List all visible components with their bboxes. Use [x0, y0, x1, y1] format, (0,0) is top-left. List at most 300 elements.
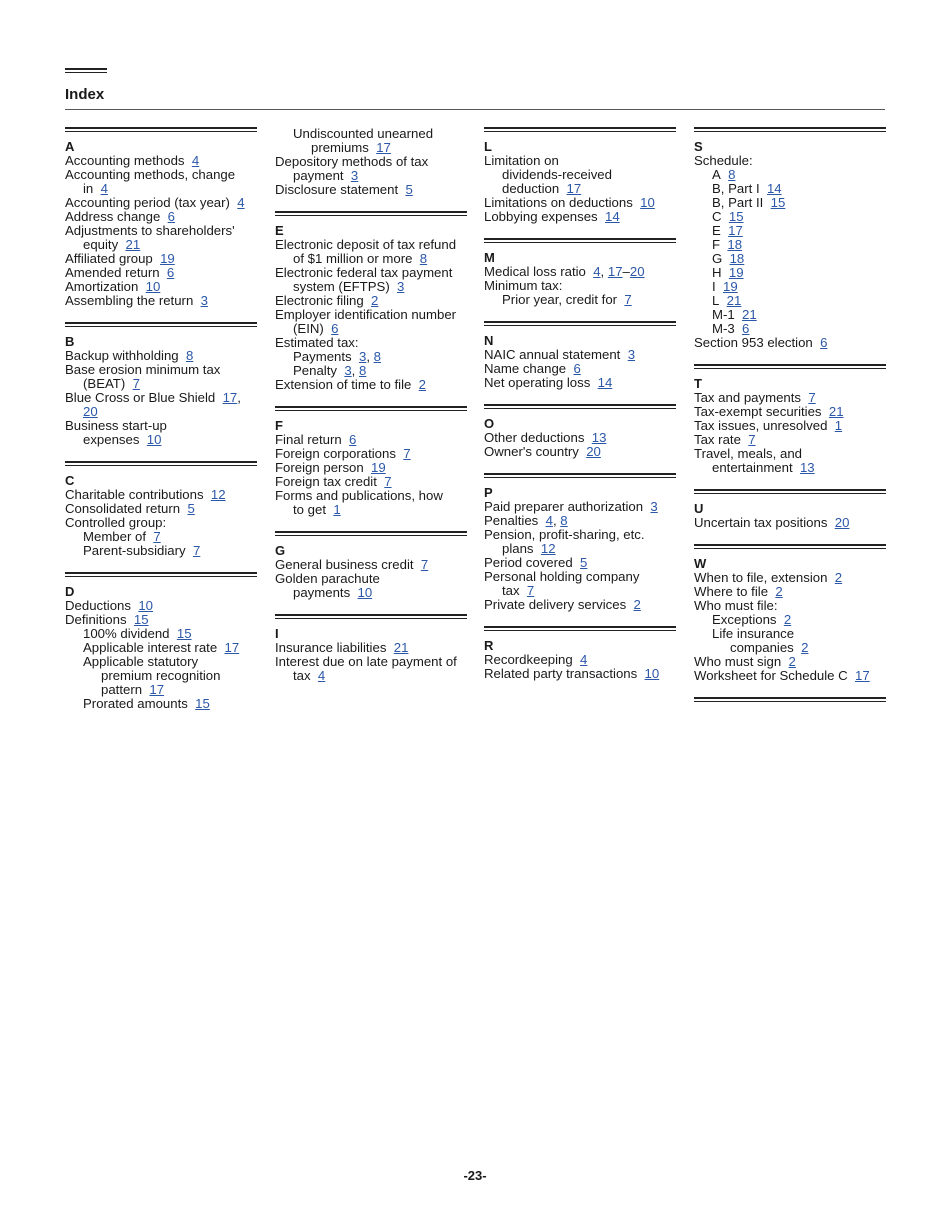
page-link-6[interactable]: 6: [742, 321, 750, 336]
page-link-4[interactable]: 4: [237, 195, 245, 210]
section-rule: [65, 322, 257, 327]
page-refs: [633, 195, 655, 210]
entry-text: Electronic filing: [275, 293, 364, 308]
page-link-15[interactable]: 15: [133, 612, 149, 627]
page-link-17[interactable]: 17: [224, 640, 240, 655]
entry-text: C: [712, 209, 722, 224]
page-link-14[interactable]: 14: [597, 375, 613, 390]
page-link-15[interactable]: 15: [176, 626, 192, 641]
entry-text: expenses: [83, 432, 140, 447]
index-column-3: [484, 127, 676, 695]
page-refs: [620, 347, 635, 362]
index-entry-tax-exempt-securities: [694, 405, 886, 419]
page-refs: [716, 279, 738, 294]
page-link-17[interactable]: 17: [607, 264, 623, 279]
index-entry-h: [694, 266, 886, 280]
section-rule: [484, 127, 676, 132]
index-entry-penalty: [275, 364, 467, 378]
page-refs: [741, 432, 756, 447]
entry-text: Extension of time to file: [275, 377, 412, 392]
entry-text: Insurance liabilities: [275, 640, 387, 655]
index-entry-b-part-i: [694, 182, 886, 196]
index-entry-employer-identification-number-ein: [275, 308, 467, 336]
index-entry-private-delivery-services: [484, 598, 676, 612]
section-letter: W: [694, 556, 707, 571]
page-refs: [827, 515, 849, 530]
entry-text: Uncertain tax positions: [694, 515, 828, 530]
section-letter: F: [275, 418, 283, 433]
top-decorative-rule: [65, 68, 107, 73]
entry-text: General business credit: [275, 557, 414, 572]
entry-text: Schedule:: [694, 153, 753, 168]
index-section-a: [65, 127, 257, 308]
entry-text: Who must file:: [694, 598, 778, 613]
entry-text: Interest due on late payment of: [275, 654, 457, 669]
page-refs: [412, 251, 427, 266]
section-rule: [65, 127, 257, 132]
index-entry-when-to-file-extension: [694, 571, 886, 585]
page-refs: [763, 195, 785, 210]
page-link-15[interactable]: 15: [770, 195, 786, 210]
page-link-15[interactable]: 15: [728, 209, 744, 224]
page-refs: 4, 17–20: [593, 264, 645, 279]
page-link-20[interactable]: 20: [834, 515, 850, 530]
entry-text: of $1 million or more: [293, 251, 413, 266]
page-link-17[interactable]: 17: [855, 668, 870, 683]
index-entry-l: [694, 294, 886, 308]
page-link-10[interactable]: 10: [138, 598, 153, 613]
page-link-7[interactable]: 7: [748, 432, 756, 447]
page-link-8[interactable]: 8: [373, 349, 381, 364]
page-refs: [827, 418, 842, 433]
entry-text: Applicable interest rate: [83, 640, 218, 655]
page-refs: [230, 195, 245, 210]
entry-text: H: [712, 265, 722, 280]
index-entry-a: [694, 168, 886, 182]
page-link-5[interactable]: 5: [405, 182, 413, 197]
entry-text: Controlled group:: [65, 515, 167, 530]
page-link-4[interactable]: 4: [191, 153, 200, 168]
page-refs: [127, 612, 149, 627]
page-link-8[interactable]: 8: [728, 167, 736, 182]
page-refs: [170, 626, 192, 641]
page-refs: [617, 292, 632, 307]
page-refs: [794, 640, 809, 655]
index-entry-applicable-interest-rate: [65, 641, 257, 655]
entry-text: Electronic deposit of tax refund: [275, 237, 457, 252]
index-entry-who-must-sign: [694, 655, 886, 669]
page-refs: [637, 666, 659, 681]
entry-text: Adjustments to shareholders': [65, 223, 235, 238]
index-entry-foreign-corporations: [275, 447, 467, 461]
entry-text: plans: [502, 541, 534, 556]
page-link-21[interactable]: 21: [125, 237, 141, 252]
page-link-20[interactable]: 20: [83, 404, 98, 419]
page-refs: [193, 293, 208, 308]
page-link-5[interactable]: 5: [187, 501, 195, 516]
page-link-15[interactable]: 15: [195, 696, 210, 711]
page-link-10[interactable]: 10: [640, 195, 655, 210]
section-letter: P: [484, 485, 493, 500]
page-link-14[interactable]: 14: [604, 209, 620, 224]
page-link-12[interactable]: 12: [540, 541, 556, 556]
page-refs: [626, 597, 641, 612]
index-entry-penalties: [484, 514, 676, 528]
entry-text: Forms and publications, how: [275, 488, 443, 503]
entry-text: Estimated tax:: [275, 335, 359, 350]
section-rule: [275, 211, 467, 216]
page-title: Index: [65, 86, 105, 103]
index-section-g: [275, 531, 467, 600]
index-entry-definitions: [65, 613, 257, 627]
page-link-2[interactable]: 2: [834, 570, 843, 585]
page-link-6[interactable]: 6: [167, 209, 175, 224]
index-entry-paid-preparer-authorization: [484, 500, 676, 514]
page-link-14[interactable]: 14: [766, 181, 782, 196]
section-letter: O: [484, 416, 495, 431]
index-section-s: [694, 127, 886, 350]
page-refs: [643, 499, 658, 514]
index-entry-controlled-group: [65, 516, 257, 530]
index-entry-e: [694, 224, 886, 238]
entry-text: Applicable statutory: [83, 654, 199, 669]
page-link-5[interactable]: 5: [580, 555, 588, 570]
page-refs: [188, 696, 210, 711]
page-refs: [534, 541, 556, 556]
page-refs: [590, 375, 612, 390]
index-entry-worksheet-for-schedule-c: [694, 669, 886, 683]
page-link-3[interactable]: 3: [344, 363, 352, 378]
page-link-2[interactable]: 2: [775, 584, 783, 599]
page-refs: [573, 652, 588, 667]
section-letter: D: [65, 584, 75, 599]
page-link-8[interactable]: 8: [419, 251, 428, 266]
continued-entries: [275, 127, 467, 197]
page-link-21[interactable]: 21: [828, 404, 844, 419]
page-link-3[interactable]: 3: [650, 499, 658, 514]
page-link-21[interactable]: 21: [742, 307, 757, 322]
entry-text: (BEAT): [83, 376, 126, 391]
page-link-12[interactable]: 12: [210, 487, 226, 502]
index-entry-forms-and-publications-how-to-get: [275, 489, 467, 517]
page-link-17[interactable]: 17: [222, 390, 238, 405]
entry-text: Foreign tax credit: [275, 474, 377, 489]
page-link-10[interactable]: 10: [357, 585, 373, 600]
page-link-20[interactable]: 20: [586, 444, 601, 459]
entry-text: Assembling the return: [65, 293, 194, 308]
entry-text: 100% dividend: [83, 626, 170, 641]
page-refs: [217, 640, 239, 655]
index-section-p: [484, 473, 676, 612]
page-link-13[interactable]: 13: [591, 430, 607, 445]
entry-text: Personal holding company: [484, 569, 640, 584]
index-entry-electronic-deposit-of-tax-refund-of-1-mi: [275, 238, 467, 266]
page-link-3[interactable]: 3: [350, 168, 359, 183]
entry-text: Net operating loss: [484, 375, 591, 390]
page-link-6[interactable]: 6: [573, 361, 581, 376]
page-refs: [827, 570, 842, 585]
page-refs: [160, 209, 175, 224]
entry-text: Backup withholding: [65, 348, 179, 363]
page-link-20[interactable]: 20: [629, 264, 645, 279]
entry-text: (EIN): [293, 321, 324, 336]
entry-text: L: [712, 293, 720, 308]
entry-text: Affiliated group: [65, 251, 153, 266]
page-link-2[interactable]: 2: [418, 377, 427, 392]
index-entry-limitation-on-dividends-received-deducti: [484, 154, 676, 196]
index-entry-period-covered: [484, 556, 676, 570]
entry-text: tax: [293, 668, 311, 683]
entry-text: Where to file: [694, 584, 769, 599]
entry-text: Limitations on deductions: [484, 195, 633, 210]
section-letter: S: [694, 139, 703, 154]
index-entry-tax-and-payments: [694, 391, 886, 405]
entry-text: payments: [293, 585, 351, 600]
page-refs: 17, 20: [83, 390, 241, 419]
entry-text: Foreign corporations: [275, 446, 396, 461]
page-link-1[interactable]: 1: [333, 502, 341, 517]
page-link-8[interactable]: 8: [185, 348, 194, 363]
page-link-4[interactable]: 4: [545, 513, 553, 528]
page-refs: [342, 432, 357, 447]
entry-text: in: [83, 181, 94, 196]
section-rule: [65, 572, 257, 577]
page-refs: [760, 181, 782, 196]
page-link-7[interactable]: 7: [153, 529, 161, 544]
page-link-17[interactable]: 17: [566, 181, 582, 196]
index-entry-assembling-the-return: [65, 294, 257, 308]
entry-text: deduction: [502, 181, 560, 196]
page-link-7[interactable]: 7: [384, 474, 392, 489]
page-link-17[interactable]: 17: [376, 140, 391, 155]
page-refs: [579, 444, 601, 459]
page-link-2[interactable]: 2: [788, 654, 796, 669]
index-entry-net-operating-loss: [484, 376, 676, 390]
page-link-18[interactable]: 18: [729, 251, 745, 266]
page-refs: [598, 209, 620, 224]
index-entry-related-party-transactions: [484, 667, 676, 681]
page-refs: [142, 682, 164, 697]
page-link-4[interactable]: 4: [100, 181, 108, 196]
page-link-10[interactable]: 10: [644, 666, 660, 681]
entry-text: Disclosure statement: [275, 182, 399, 197]
entry-text: Payments: [293, 349, 352, 364]
page-link-7[interactable]: 7: [132, 376, 140, 391]
page-link-2[interactable]: 2: [371, 293, 379, 308]
index-entry-depository-methods-of-tax-payment: [275, 155, 467, 183]
entry-text: Accounting methods: [65, 153, 185, 168]
index-entry-lobbying-expenses: [484, 210, 676, 224]
entry-text: Who must sign: [694, 654, 782, 669]
index-entry-charitable-contributions: [65, 488, 257, 502]
index-entry-parent-subsidiary: [65, 544, 257, 558]
page-link-19[interactable]: 19: [371, 460, 386, 475]
index-section-c: [65, 461, 257, 558]
index-entry-extension-of-time-to-file: [275, 378, 467, 392]
page-refs: [584, 430, 606, 445]
index-section-b: [65, 322, 257, 447]
entry-text: companies: [730, 640, 794, 655]
entry-text: premium recognition: [101, 668, 221, 683]
entry-text: Undiscounted unearned: [293, 126, 434, 141]
index-entry-other-deductions: [484, 431, 676, 445]
index-entry-where-to-file: [694, 585, 886, 599]
page-link-7[interactable]: 7: [192, 543, 201, 558]
entry-text: Related party transactions: [484, 666, 638, 681]
page-link-13[interactable]: 13: [799, 460, 815, 475]
page-refs: [180, 501, 195, 516]
entry-text: Address change: [65, 209, 161, 224]
page-link-4[interactable]: 4: [593, 264, 601, 279]
index-entry-payments: [275, 350, 467, 364]
page-refs: [398, 182, 413, 197]
entry-text: Definitions: [65, 612, 127, 627]
page-link-2[interactable]: 2: [783, 612, 792, 627]
page-refs: [350, 585, 372, 600]
section-rule: [484, 473, 676, 478]
page-link-3[interactable]: 3: [627, 347, 636, 362]
page-refs: [719, 293, 741, 308]
page-refs: [364, 293, 379, 308]
entry-text: Life insurance: [712, 626, 795, 641]
page-refs: [204, 487, 226, 502]
entry-text: Amended return: [65, 265, 160, 280]
page-link-19[interactable]: 19: [723, 279, 738, 294]
index-entry-pension-profit-sharing-etc-plans: [484, 528, 676, 556]
entry-text: Lobbying expenses: [484, 209, 598, 224]
page-refs: [720, 237, 742, 252]
entry-text: system (EFTPS): [293, 279, 390, 294]
section-rule: [484, 321, 676, 326]
page-link-6[interactable]: 6: [820, 335, 828, 350]
index-entry-owner-s-country: [484, 445, 676, 459]
page-link-10[interactable]: 10: [145, 279, 161, 294]
index-entry-travel-meals-and-entertainment: [694, 447, 886, 475]
index-entry-uncertain-tax-positions: [694, 516, 886, 530]
entry-text: I: [712, 279, 716, 294]
page-link-19[interactable]: 19: [160, 251, 175, 266]
index-entry-foreign-tax-credit: [275, 475, 467, 489]
page-refs: [153, 251, 175, 266]
index-entry-final-return: [275, 433, 467, 447]
entry-text: payment: [293, 168, 344, 183]
index-entry-exceptions: [694, 613, 886, 627]
entry-text: Travel, meals, and: [694, 446, 802, 461]
page-refs: [326, 502, 341, 517]
index-entry-naic-annual-statement: [484, 348, 676, 362]
entry-text: E: [712, 223, 721, 238]
page-refs: [768, 584, 783, 599]
page-link-1[interactable]: 1: [834, 418, 843, 433]
page-link-2[interactable]: 2: [801, 640, 809, 655]
section-rule: [275, 406, 467, 411]
entry-text: Penalties: [484, 513, 539, 528]
index-entry-m-3: [694, 322, 886, 336]
page-link-7[interactable]: 7: [526, 583, 535, 598]
index-column-4: [694, 127, 886, 702]
page-link-6[interactable]: 6: [166, 265, 175, 280]
entry-text: M-1: [712, 307, 735, 322]
section-rule: [484, 238, 676, 243]
page-link-21[interactable]: 21: [726, 293, 742, 308]
section-rule: [694, 544, 886, 549]
page-link-7[interactable]: 7: [808, 390, 816, 405]
page-link-8[interactable]: 8: [560, 513, 568, 528]
index-entry-electronic-federal-tax-payment-system-ef: [275, 266, 467, 294]
page-link-3[interactable]: 3: [397, 279, 405, 294]
index-entry-amended-return: [65, 266, 257, 280]
index-entry-general-business-credit: [275, 558, 467, 572]
page-refs: [118, 237, 140, 252]
page-refs: [369, 140, 391, 155]
page-link-2[interactable]: 2: [633, 597, 641, 612]
index-entry-base-erosion-minimum-tax-beat: [65, 363, 257, 391]
page-refs: [396, 446, 411, 461]
page-refs: [146, 529, 161, 544]
index-entry-backup-withholding: [65, 349, 257, 363]
entry-text: NAIC annual statement: [484, 347, 621, 362]
page-link-21[interactable]: 21: [393, 640, 409, 655]
section-rule: [275, 531, 467, 536]
page-link-3[interactable]: 3: [200, 293, 208, 308]
index-column-2: [275, 127, 467, 697]
page-link-18[interactable]: 18: [727, 237, 743, 252]
page-refs: [566, 361, 581, 376]
entry-text: to get: [293, 502, 326, 517]
index-section-l: [484, 127, 676, 224]
page-link-10[interactable]: 10: [146, 432, 162, 447]
section-letter: G: [275, 543, 286, 558]
page-link-4[interactable]: 4: [580, 652, 588, 667]
page-link-7[interactable]: 7: [624, 292, 632, 307]
entry-text: Section 953 election: [694, 335, 813, 350]
page-refs: [813, 335, 828, 350]
entry-text: Charitable contributions: [65, 487, 204, 502]
page-link-4[interactable]: 4: [317, 668, 326, 683]
page-refs: [801, 390, 816, 405]
entry-text: Limitation on: [484, 153, 559, 168]
index-entry-blue-cross-or-blue-shield: [65, 391, 257, 419]
page-refs: [573, 555, 588, 570]
page-refs: [377, 474, 392, 489]
page-refs: [414, 557, 429, 572]
entry-text: Pension, profit-sharing, etc.: [484, 527, 645, 542]
page-refs: [735, 321, 750, 336]
page-link-7[interactable]: 7: [420, 557, 429, 572]
index-section-w: [694, 544, 886, 683]
page-refs: 4, 8: [545, 513, 568, 528]
index-section-u: [694, 489, 886, 530]
page-link-19[interactable]: 19: [728, 265, 744, 280]
page-refs: [390, 279, 405, 294]
page-link-6[interactable]: 6: [349, 432, 357, 447]
page-link-3[interactable]: 3: [358, 349, 367, 364]
page-link-6[interactable]: 6: [331, 321, 339, 336]
index-entry-applicable-statutory-premium-recognition: [65, 655, 257, 697]
entry-text: Base erosion minimum tax: [65, 362, 221, 377]
section-letter: C: [65, 473, 75, 488]
page-link-7[interactable]: 7: [403, 446, 411, 461]
index-section-d: [65, 572, 257, 711]
index-entry-adjustments-to-shareholders-equity: [65, 224, 257, 252]
page-link-17[interactable]: 17: [728, 223, 743, 238]
section-rule: [275, 614, 467, 619]
entry-text: Worksheet for Schedule C: [694, 668, 848, 683]
index-entry-tax-issues-unresolved: [694, 419, 886, 433]
page-link-17[interactable]: 17: [149, 682, 165, 697]
page-link-8[interactable]: 8: [359, 363, 367, 378]
entry-text: Recordkeeping: [484, 652, 573, 667]
